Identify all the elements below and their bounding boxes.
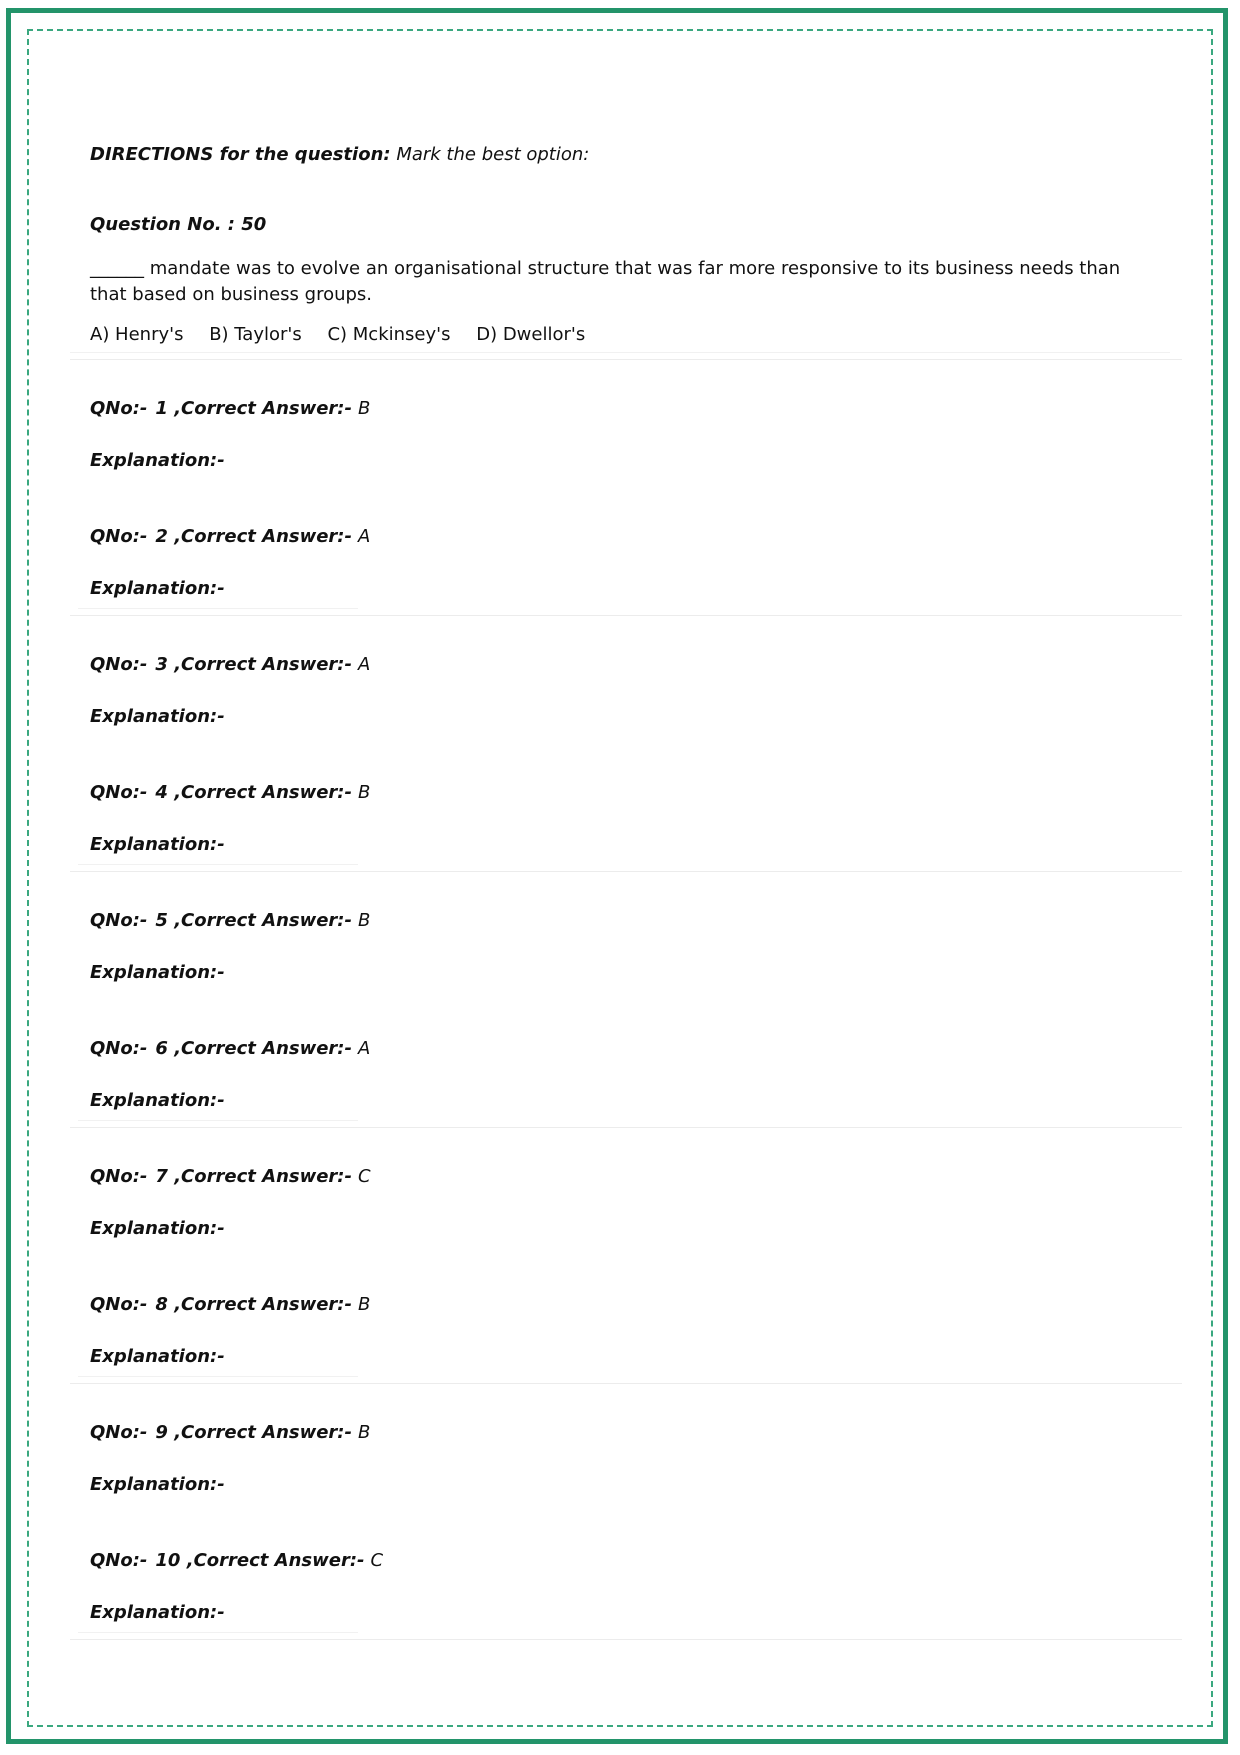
correct-answer-value: C	[357, 1166, 371, 1187]
divider	[70, 1127, 1182, 1128]
correct-answer-value: B	[357, 398, 371, 419]
qno-label: QNo:-	[90, 910, 148, 931]
explanation-label: Explanation:-	[90, 1474, 225, 1495]
answer-line	[90, 1038, 370, 1059]
correct-answer-label: ,Correct Answer:-	[186, 1550, 365, 1571]
qno-value: 2	[155, 526, 168, 547]
qno-value: 5	[155, 910, 168, 931]
divider	[70, 359, 1182, 360]
divider	[70, 1383, 1182, 1384]
correct-answer-label: ,Correct Answer:-	[174, 526, 352, 547]
answer-line	[90, 526, 370, 547]
divider	[78, 864, 358, 865]
qno-value: 7	[155, 1166, 168, 1187]
answer-line	[90, 782, 370, 803]
answer-line	[90, 1294, 370, 1315]
qno-value: 8	[155, 1294, 168, 1315]
qno-label: QNo:-	[90, 1166, 148, 1187]
correct-answer-value: A	[357, 654, 371, 675]
correct-answer-value: A	[357, 526, 371, 547]
answer-line	[90, 910, 370, 931]
correct-answer-label: ,Correct Answer:-	[174, 1038, 352, 1059]
directions-text: Mark the best option:	[396, 144, 590, 165]
qno-label: QNo:-	[90, 398, 148, 419]
correct-answer-value: B	[357, 1294, 371, 1315]
option-a: A) Henry's	[90, 324, 184, 345]
correct-answer-value: A	[357, 1038, 371, 1059]
correct-answer-value: B	[357, 910, 371, 931]
explanation-label: Explanation:-	[90, 450, 225, 471]
qno-value: 1	[155, 398, 168, 419]
explanation-label: Explanation:-	[90, 578, 225, 599]
answer-line	[90, 654, 370, 675]
explanation-label: Explanation:-	[90, 1090, 225, 1111]
divider	[78, 1376, 358, 1377]
correct-answer-label: ,Correct Answer:-	[174, 782, 352, 803]
correct-answer-label: ,Correct Answer:-	[174, 398, 352, 419]
explanation-label: Explanation:-	[90, 706, 225, 727]
question-text: ______ mandate was to evolve an organisational structure that was far more responsive to its business needs than that based on business groups.	[90, 258, 1121, 305]
directions-label: DIRECTIONS for the question:	[90, 144, 391, 165]
qno-label: QNo:-	[90, 1550, 148, 1571]
question-number: Question No. : 50	[90, 214, 267, 235]
correct-answer-value: B	[357, 782, 371, 803]
answer-line	[90, 398, 370, 419]
answer-line	[90, 1422, 370, 1443]
qno-value: 10	[155, 1550, 181, 1571]
qno-label: QNo:-	[90, 1422, 148, 1443]
correct-answer-label: ,Correct Answer:-	[174, 1422, 352, 1443]
divider	[70, 871, 1182, 872]
option-c: C) Mckinsey's	[327, 324, 451, 345]
qno-value: 9	[155, 1422, 168, 1443]
correct-answer-value: C	[370, 1550, 384, 1571]
qno-value: 3	[155, 654, 168, 675]
answer-line	[90, 1166, 371, 1187]
divider	[70, 1639, 1182, 1640]
option-b: B) Taylor's	[209, 324, 302, 345]
explanation-label: Explanation:-	[90, 962, 225, 983]
directions	[90, 144, 589, 165]
qno-label: QNo:-	[90, 654, 148, 675]
qno-label: QNo:-	[90, 526, 148, 547]
qno-label: QNo:-	[90, 1038, 148, 1059]
correct-answer-label: ,Correct Answer:-	[174, 910, 352, 931]
answer-options	[90, 324, 605, 345]
divider	[78, 608, 358, 609]
divider	[78, 1632, 358, 1633]
qno-value: 4	[155, 782, 168, 803]
qno-label: QNo:-	[90, 1294, 148, 1315]
answer-line	[90, 1550, 383, 1571]
qno-label: QNo:-	[90, 782, 148, 803]
explanation-label: Explanation:-	[90, 834, 225, 855]
explanation-label: Explanation:-	[90, 1346, 225, 1367]
divider	[70, 615, 1182, 616]
correct-answer-label: ,Correct Answer:-	[174, 654, 352, 675]
option-d: D) Dwellor's	[476, 324, 586, 345]
divider	[70, 352, 1170, 353]
correct-answer-label: ,Correct Answer:-	[174, 1166, 352, 1187]
explanation-label: Explanation:-	[90, 1602, 225, 1623]
divider	[78, 1120, 358, 1121]
explanation-label: Explanation:-	[90, 1218, 225, 1239]
correct-answer-label: ,Correct Answer:-	[174, 1294, 352, 1315]
qno-value: 6	[155, 1038, 168, 1059]
correct-answer-value: B	[357, 1422, 371, 1443]
